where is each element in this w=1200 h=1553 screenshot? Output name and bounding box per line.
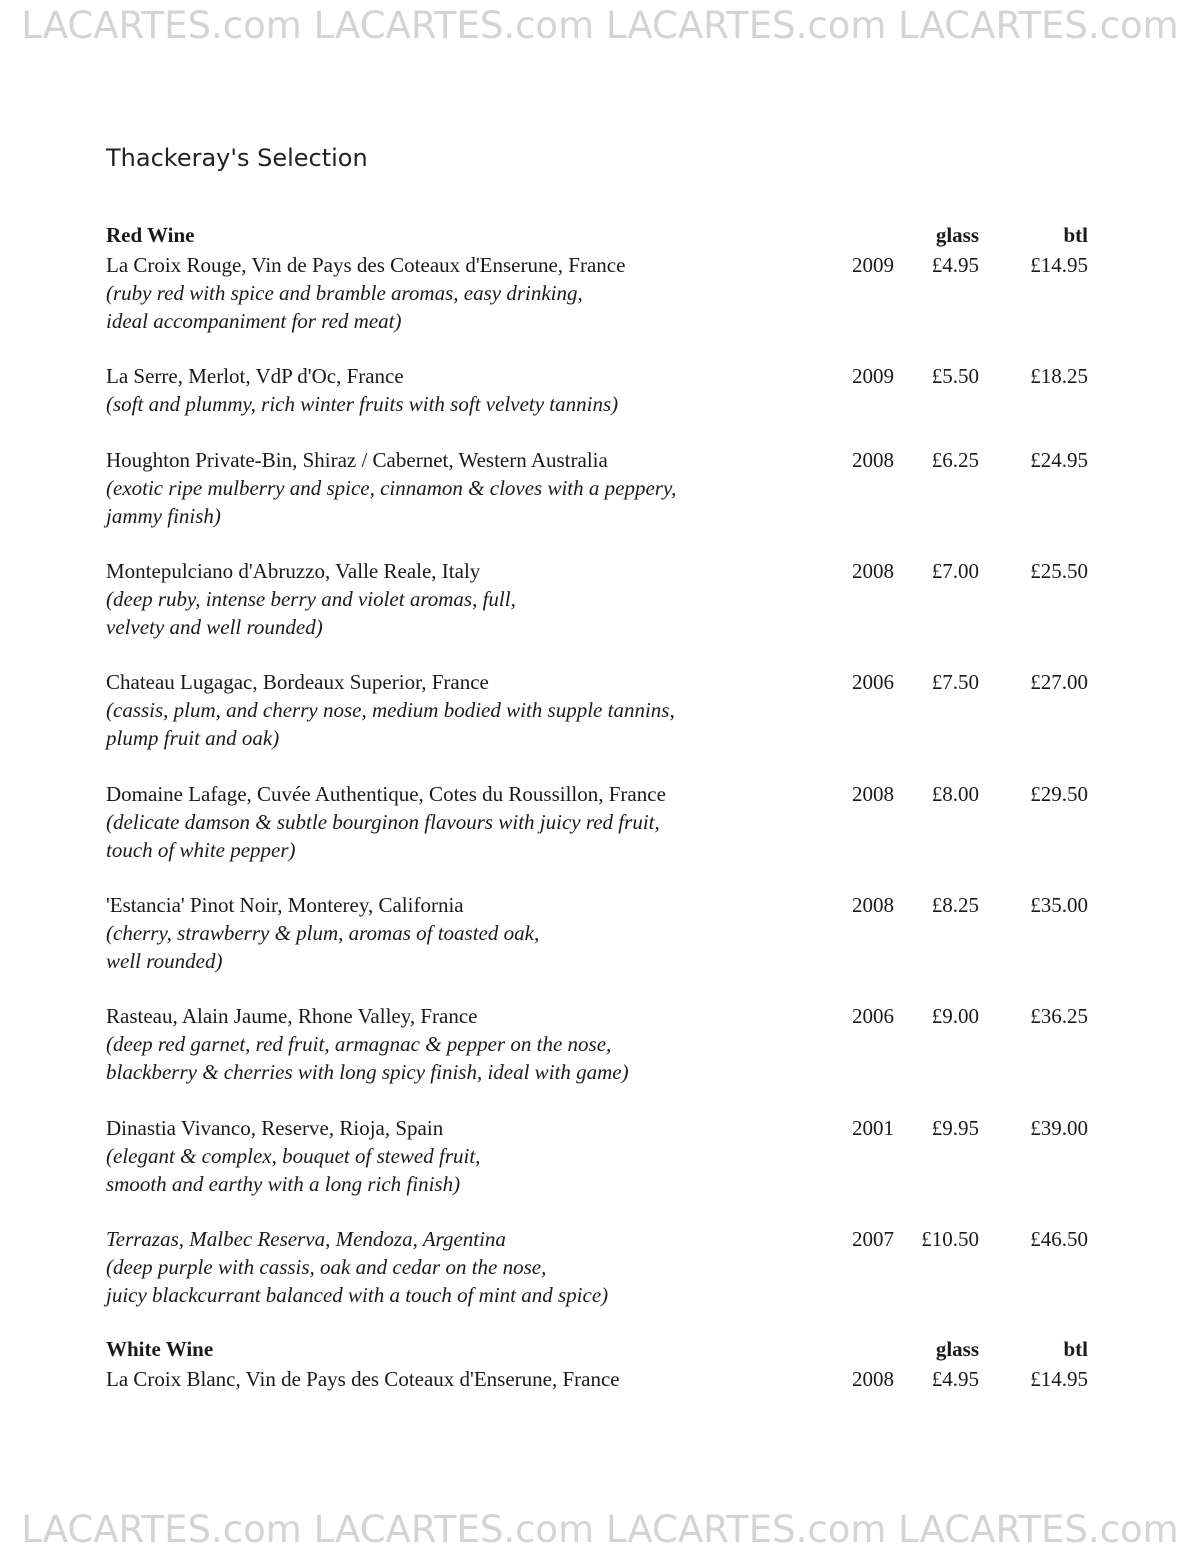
wine-item bbox=[106, 780, 1096, 864]
wine-name: Houghton Private-Bin, Shiraz / Cabernet, Western Australia bbox=[106, 448, 608, 472]
bottle-price: £35.00 bbox=[1030, 893, 1088, 917]
glass-price: £9.00 bbox=[931, 1004, 979, 1028]
bottle-column-label: btl bbox=[1063, 223, 1088, 247]
wine-description: (deep ruby, intense berry and violet aromas, full, velvety and well rounded) bbox=[106, 587, 516, 639]
wine-item bbox=[106, 668, 1096, 752]
wine-name: Chateau Lugagac, Bordeaux Superior, France bbox=[106, 670, 489, 694]
bottle-price: £39.00 bbox=[1030, 1116, 1088, 1140]
wine-item bbox=[106, 557, 1096, 641]
bottle-price: £14.95 bbox=[1030, 1367, 1088, 1391]
bottle-price: £24.95 bbox=[1030, 448, 1088, 472]
glass-column-label: glass bbox=[935, 1337, 979, 1361]
page-title: Thackeray's Selection bbox=[106, 144, 368, 172]
wine-vintage: 2001 bbox=[852, 1116, 894, 1140]
section-heading: White Wine bbox=[106, 1337, 214, 1361]
wine-name: Montepulciano d'Abruzzo, Valle Reale, Italy bbox=[106, 559, 481, 583]
wine-description: (deep red garnet, red fruit, armagnac & pepper on the nose, blackberry & cherries with long spicy finish, ideal with game) bbox=[106, 1032, 629, 1084]
section-heading: Red Wine bbox=[106, 223, 195, 247]
wine-vintage: 2008 bbox=[852, 448, 894, 472]
wine-item bbox=[106, 1225, 1096, 1309]
wine-description: (cherry, strawberry & plum, aromas of toasted oak, well rounded) bbox=[106, 921, 540, 973]
white-wine-header bbox=[106, 1337, 1096, 1365]
wine-description: (deep purple with cassis, oak and cedar on the nose, juicy blackcurrant balanced with a touch of mint and spice) bbox=[106, 1255, 609, 1307]
wine-vintage: 2007 bbox=[852, 1227, 894, 1251]
wine-name: La Croix Blanc, Vin de Pays des Coteaux d'Enserune, France bbox=[106, 1367, 620, 1391]
glass-price: £5.50 bbox=[931, 364, 979, 388]
bottle-price: £29.50 bbox=[1030, 782, 1088, 806]
wine-description: (cassis, plum, and cherry nose, medium bodied with supple tannins, plump fruit and oak) bbox=[106, 698, 675, 750]
wine-name: Domaine Lafage, Cuvée Authentique, Cotes du Roussillon, France bbox=[106, 782, 666, 806]
wine-name: Dinastia Vivanco, Reserve, Rioja, Spain bbox=[106, 1116, 444, 1140]
wine-description: (delicate damson & subtle bourginon flavours with juicy red fruit, touch of white pepper) bbox=[106, 810, 660, 862]
wine-item bbox=[106, 446, 1096, 530]
wine-name: 'Estancia' Pinot Noir, Monterey, California bbox=[106, 893, 464, 917]
wine-vintage: 2009 bbox=[852, 364, 894, 388]
wine-vintage: 2008 bbox=[852, 1367, 894, 1391]
wine-vintage: 2009 bbox=[852, 253, 894, 277]
wine-item bbox=[106, 1365, 1096, 1393]
white-wine-section bbox=[106, 1337, 1096, 1365]
glass-price: £6.25 bbox=[931, 448, 979, 472]
red-wine-header bbox=[106, 223, 1096, 251]
wine-vintage: 2008 bbox=[852, 893, 894, 917]
bottle-price: £36.25 bbox=[1030, 1004, 1088, 1028]
bottle-price: £14.95 bbox=[1030, 253, 1088, 277]
wine-vintage: 2008 bbox=[852, 782, 894, 806]
red-wine-section bbox=[106, 223, 1096, 251]
wine-item bbox=[106, 891, 1096, 975]
wine-vintage: 2008 bbox=[852, 559, 894, 583]
wine-description: (soft and plummy, rich winter fruits with soft velvety tannins) bbox=[106, 392, 619, 416]
wine-description: (exotic ripe mulberry and spice, cinnamon & cloves with a peppery, jammy finish) bbox=[106, 476, 677, 528]
wine-name: La Croix Rouge, Vin de Pays des Coteaux d'Enserune, France bbox=[106, 253, 626, 277]
watermark-bottom: LACARTES.com LACARTES.com LACARTES.com LACARTES.com bbox=[21, 1508, 1179, 1551]
wine-description: (ruby red with spice and bramble aromas, easy drinking, ideal accompaniment for red meat) bbox=[106, 281, 583, 333]
bottle-price: £25.50 bbox=[1030, 559, 1088, 583]
glass-price: £4.95 bbox=[931, 253, 979, 277]
glass-price: £7.00 bbox=[931, 559, 979, 583]
wine-name: Terrazas, Malbec Reserva, Mendoza, Argentina bbox=[106, 1227, 506, 1251]
wine-description: (elegant & complex, bouquet of stewed fruit, smooth and earthy with a long rich finish) bbox=[106, 1144, 481, 1196]
glass-column-label: glass bbox=[935, 223, 979, 247]
wine-item bbox=[106, 251, 1096, 335]
glass-price: £8.00 bbox=[931, 782, 979, 806]
wine-item bbox=[106, 1002, 1096, 1086]
watermark-top: LACARTES.com LACARTES.com LACARTES.com LACARTES.com bbox=[21, 4, 1179, 47]
glass-price: £10.50 bbox=[921, 1227, 979, 1251]
wine-item bbox=[106, 362, 1096, 418]
wine-item bbox=[106, 1114, 1096, 1198]
glass-price: £8.25 bbox=[931, 893, 979, 917]
bottle-price: £27.00 bbox=[1030, 670, 1088, 694]
glass-price: £4.95 bbox=[931, 1367, 979, 1391]
wine-name: Rasteau, Alain Jaume, Rhone Valley, France bbox=[106, 1004, 478, 1028]
wine-vintage: 2006 bbox=[852, 1004, 894, 1028]
wine-vintage: 2006 bbox=[852, 670, 894, 694]
wine-name: La Serre, Merlot, VdP d'Oc, France bbox=[106, 364, 404, 388]
glass-price: £7.50 bbox=[931, 670, 979, 694]
bottle-price: £18.25 bbox=[1030, 364, 1088, 388]
glass-price: £9.95 bbox=[931, 1116, 979, 1140]
bottle-price: £46.50 bbox=[1030, 1227, 1088, 1251]
bottle-column-label: btl bbox=[1063, 1337, 1088, 1361]
